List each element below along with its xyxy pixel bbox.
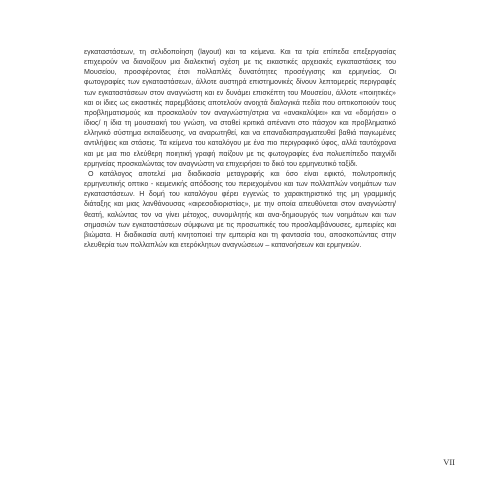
body-text — [84, 47, 396, 250]
paragraph-1: εγκαταστάσεων, τη σελιδοποίηση (layout) και τα κείμενα. Και τα τρία επίπεδα επεξεργασίας επιχειρούν να διανοίξουν μια διαλεκτική σχέση με τις εικαστικές αρχειακές εγκαταστάσεις του Μουσείου, προσφέροντας έτσι πολλαπλές δυνατότητες προσέγγισης και ερμηνείας. Οι φωτογραφίες των εγκαταστάσεων, άλλοτε αυστηρά επιστημονικές δίνουν λεπτομερείς περιγραφές των εγκαταστάσεων στον αναγνώστη και εν δυνάμει επισκέπτη του Μουσείου, άλλοτε «ποιητικές» και οι ίδιες ως εικαστικές παρεμβάσεις αποτελούν ανοιχτά διαλογικά πεδία που οπτικοποιούν τους προβληματισμούς και προσκαλούν τον αναγνώστη/στρια να «ανακαλύψει» και να «δομήσει» ο ίδιος/ η ίδια τη μουσειακή του γνώση, να σταθεί κριτικά απέναντι στο πάσχον και προβληματικό ελληνικό σύστημα εκπαίδευσης, να αναρωτηθεί, και να επαναδιαπραγματευθεί βαθιά παγιωμένες αντιλήψεις και στάσεις. Τα κείμενα του καταλόγου με ένα πιο περιγραφικό ύφος, αλλά ταυτόχρονα και με μια πιο ελεύθερη ποιητική γραφή παίζουν με τις φωτογραφίες ένα πολυεπίπεδο παιχνίδι ερμηνείας προσκαλώντας τον αναγνώστη να επιχειρήσει το δικό του ερμηνευτικό ταξίδι. — [84, 48, 396, 168]
paragraph-2: Ο κατάλογος αποτελεί μια διαδικασία μεταγραφής και όσο είναι εφικτό, πολυτροπικής ερμηνευτικής οπτικο - κειμενικής απόδοσης του περιεχομένου και των πολλαπλών νοημάτων των εγκαταστάσεων. Η δομή του καταλόγου φέρει εγγενώς το χαρακτηριστικό της μη γραμμικής διάταξης και μιας λανθάνουσας «αιρεσοδιοριστίας», με την οποία απευθύνεται στον αναγνώστη/θεατή, καλώντας τον να γίνει μέτοχος, συνομιλητής και ανα-δημιουργός των νοημάτων και των σημασιών των εγκαταστάσεων σύμφωνα με τις προσωπικές του προσλαμβάνουσες, εμπειρίες και βιώματα. Η διαδικασία αυτή κινητοποιεί την εμπειρία και τη φαντασία του, αποσκοπώντας στην ελευθερία των πολλαπλών και ετερόκλητων αναγνώσεων – κατανοήσεων και ερμηνειών. — [84, 169, 396, 249]
page-number: VII — [443, 457, 455, 467]
